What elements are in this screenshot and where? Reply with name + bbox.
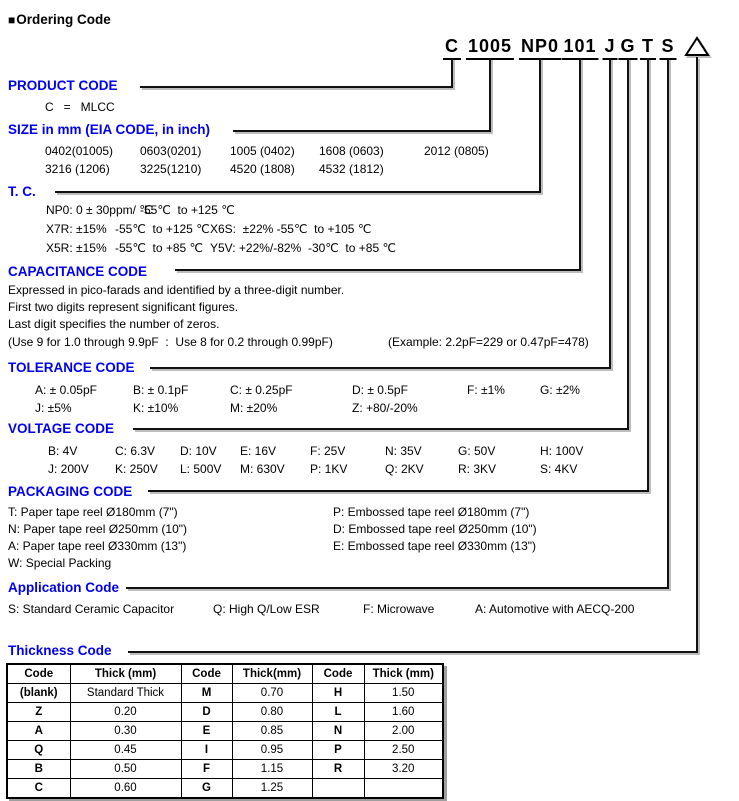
table-cell: Q <box>7 741 70 760</box>
voltage-item: M: 630V <box>240 462 285 476</box>
table-row <box>7 741 443 760</box>
connector-application-horizontal <box>126 587 669 589</box>
voltage-item: J: 200V <box>48 462 89 476</box>
voltage-item: H: 100V <box>540 444 584 458</box>
packaging-item: D: Embossed tape reel Ø250mm (10") <box>333 522 537 536</box>
capacitance-line: Expressed in pico-farads and identified by a three-digit number. <box>8 283 345 297</box>
voltage-item: D: 10V <box>180 444 217 458</box>
capacitance-example: (Example: 2.2pF=229 or 0.47pF=478) <box>388 335 589 349</box>
table-cell: 1.25 <box>232 779 312 799</box>
code-segment-capacitance: 101 <box>561 36 598 60</box>
packaging-item: A: Paper tape reel Ø330mm (13") <box>8 539 187 553</box>
table-cell: M <box>181 684 232 703</box>
connector-tolerance-vertical <box>609 58 611 367</box>
connector-voltage-horizontal <box>133 428 629 430</box>
table-cell: 1.50 <box>364 684 443 703</box>
tc-label: NP0: 0 ± 30ppm/ ℃ <box>46 203 153 217</box>
table-cell: D <box>181 703 232 722</box>
size-item: 2012 (0805) <box>424 144 489 158</box>
tolerance-item: C: ± 0.25pF <box>230 383 293 397</box>
packaging-item: E: Embossed tape reel Ø330mm (13") <box>333 539 537 553</box>
size-item: 4520 (1808) <box>230 162 295 176</box>
connector-capacitance-vertical <box>579 58 581 269</box>
packaging-item: P: Embossed tape reel Ø180mm (7") <box>333 505 530 519</box>
connector-tc-horizontal <box>55 191 541 193</box>
voltage-item: P: 1KV <box>310 462 348 476</box>
table-cell: 3.20 <box>364 760 443 779</box>
table-cell: R <box>312 760 364 779</box>
section-heading-size: SIZE in mm (EIA CODE, in inch) <box>8 122 211 137</box>
table-cell <box>312 779 364 799</box>
square-bullet-icon: ■ <box>8 12 16 27</box>
voltage-item: Q: 2KV <box>385 462 424 476</box>
table-cell: 1.15 <box>232 760 312 779</box>
table-cell: 0.80 <box>232 703 312 722</box>
page-title-text: Ordering Code <box>16 12 111 27</box>
packaging-item: W: Special Packing <box>8 556 112 570</box>
connector-packaging-horizontal <box>148 490 649 492</box>
capacitance-line: First two digits represent significant figures. <box>8 300 239 314</box>
code-segment-packaging: T <box>640 36 656 60</box>
application-item: A: Automotive with AECQ-200 <box>475 602 635 616</box>
section-heading-product-code: PRODUCT CODE <box>8 78 118 93</box>
table-header-cell: Code <box>312 664 364 684</box>
table-cell: E <box>181 722 232 741</box>
table-cell: I <box>181 741 232 760</box>
table-cell: 0.45 <box>70 741 181 760</box>
tc-extra: Y5V: +22%/-82% -30℃ to +85 ℃ <box>210 241 396 255</box>
voltage-item: G: 50V <box>458 444 496 458</box>
connector-product-horizontal <box>140 86 453 88</box>
table-cell: 0.20 <box>70 703 181 722</box>
code-segment-application: S <box>659 36 676 60</box>
tolerance-item: K: ±10% <box>133 401 179 415</box>
table-header-row <box>7 664 443 684</box>
connector-thickness-vertical <box>696 57 698 651</box>
voltage-item: C: 6.3V <box>115 444 156 458</box>
application-item: Q: High Q/Low ESR <box>213 602 320 616</box>
voltage-item: N: 35V <box>385 444 422 458</box>
voltage-item: E: 16V <box>240 444 277 458</box>
product-code-value: C = MLCC <box>45 100 115 114</box>
table-cell: 0.50 <box>70 760 181 779</box>
table-row <box>7 684 443 703</box>
section-heading-capacitance: CAPACITANCE CODE <box>8 264 148 279</box>
table-cell: 0.30 <box>70 722 181 741</box>
table-cell: H <box>312 684 364 703</box>
table-cell: 0.95 <box>232 741 312 760</box>
tc-extra: X6S: ±22% -55℃ to +105 ℃ <box>210 222 372 236</box>
tolerance-item: G: ±2% <box>540 383 580 397</box>
table-cell: N <box>312 722 364 741</box>
connector-application-vertical <box>667 58 669 587</box>
table-row <box>7 703 443 722</box>
size-item: 3216 (1206) <box>45 162 110 176</box>
connector-product-vertical <box>451 58 453 86</box>
code-segment-voltage: G <box>618 36 637 60</box>
section-heading-application: Application Code <box>8 580 119 595</box>
tolerance-item: A: ± 0.05pF <box>35 383 97 397</box>
size-item: 0603(0201) <box>140 144 202 158</box>
table-cell: C <box>7 779 70 799</box>
table-cell: F <box>181 760 232 779</box>
connector-tc-vertical <box>539 58 541 191</box>
connector-size-horizontal <box>233 130 491 132</box>
table-cell: G <box>181 779 232 799</box>
voltage-item: S: 4KV <box>540 462 578 476</box>
tc-range: -55℃ to +125 ℃ <box>115 222 210 236</box>
connector-tolerance-horizontal <box>150 367 611 369</box>
code-segment-size: 1005 <box>466 36 514 60</box>
section-heading-packaging: PACKAGING CODE <box>8 484 133 499</box>
table-header-cell: Thick (mm) <box>70 664 181 684</box>
capacitance-line: Last digit specifies the number of zeros. <box>8 317 220 331</box>
voltage-item: L: 500V <box>180 462 222 476</box>
connector-size-vertical <box>489 58 491 130</box>
connector-voltage-vertical <box>627 58 629 428</box>
packaging-item: T: Paper tape reel Ø180mm (7") <box>8 505 178 519</box>
table-header-cell: Code <box>7 664 70 684</box>
code-segment-tolerance: J <box>602 36 617 60</box>
triangle-thickness-icon <box>684 36 710 57</box>
tolerance-item: M: ±20% <box>230 401 278 415</box>
thickness-code-table <box>6 663 444 799</box>
table-row <box>7 760 443 779</box>
table-cell: (blank) <box>7 684 70 703</box>
table-row <box>7 722 443 741</box>
section-heading-tc: T. C. <box>8 184 36 199</box>
table-cell: B <box>7 760 70 779</box>
tolerance-item: B: ± 0.1pF <box>133 383 189 397</box>
tolerance-item: D: ± 0.5pF <box>352 383 408 397</box>
table-cell: Standard Thick <box>70 684 181 703</box>
tc-range: -55℃ to +85 ℃ <box>115 241 203 255</box>
tc-label: X7R: ±15% <box>46 222 107 236</box>
size-item: 0402(01005) <box>45 144 114 158</box>
size-item: 1608 (0603) <box>319 144 384 158</box>
tc-range: -55℃ to +125 ℃ <box>140 203 235 217</box>
table-cell: Z <box>7 703 70 722</box>
table-cell: 0.85 <box>232 722 312 741</box>
voltage-item: K: 250V <box>115 462 158 476</box>
table-row <box>7 779 443 799</box>
size-item: 3225(1210) <box>140 162 202 176</box>
voltage-item: B: 4V <box>48 444 78 458</box>
table-cell: 2.00 <box>364 722 443 741</box>
table-cell <box>364 779 443 799</box>
table-header-cell: Code <box>181 664 232 684</box>
connector-thickness-horizontal <box>128 651 698 653</box>
section-heading-tolerance: TOLERANCE CODE <box>8 360 135 375</box>
table-cell: 0.70 <box>232 684 312 703</box>
tc-label: X5R: ±15% <box>46 241 107 255</box>
table-cell: A <box>7 722 70 741</box>
connector-packaging-vertical <box>647 58 649 490</box>
tolerance-item: Z: +80/-20% <box>352 401 418 415</box>
table-header-cell: Thick(mm) <box>232 664 312 684</box>
size-item: 1005 (0402) <box>230 144 295 158</box>
page-title <box>8 12 111 27</box>
code-segment-product: C <box>443 36 461 60</box>
section-heading-voltage: VOLTAGE CODE <box>8 421 115 436</box>
voltage-item: R: 3KV <box>458 462 497 476</box>
code-segment-tc: NP0 <box>519 36 561 60</box>
tolerance-item: J: ±5% <box>35 401 72 415</box>
table-cell: P <box>312 741 364 760</box>
connector-capacitance-horizontal <box>175 269 581 271</box>
application-item: F: Microwave <box>363 602 435 616</box>
table-header-cell: Thick (mm) <box>364 664 443 684</box>
packaging-item: N: Paper tape reel Ø250mm (10") <box>8 522 188 536</box>
tolerance-item: F: ±1% <box>467 383 505 397</box>
size-item: 4532 (1812) <box>319 162 384 176</box>
table-cell: 0.60 <box>70 779 181 799</box>
application-item: S: Standard Ceramic Capacitor <box>8 602 175 616</box>
voltage-item: F: 25V <box>310 444 346 458</box>
table-cell: 1.60 <box>364 703 443 722</box>
table-cell: 2.50 <box>364 741 443 760</box>
section-heading-thickness: Thickness Code <box>8 643 112 658</box>
table-cell: L <box>312 703 364 722</box>
capacitance-line: (Use 9 for 1.0 through 9.9pF : Use 8 for 0.2 through 0.99pF) <box>8 335 333 349</box>
